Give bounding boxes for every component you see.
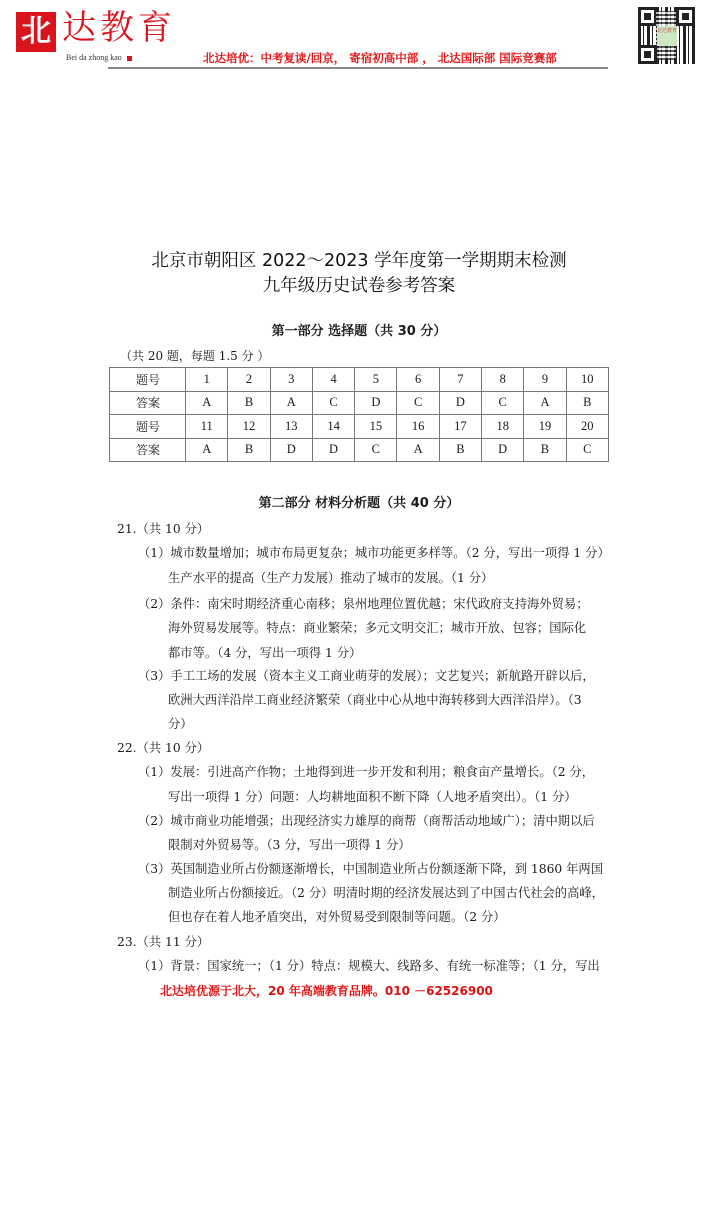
- question-number-cell: 20: [566, 415, 608, 439]
- question-number-cell: 17: [439, 415, 481, 439]
- answer-cell: A: [186, 438, 228, 462]
- answer-cell: B: [228, 391, 270, 415]
- answer-cell: C: [397, 391, 439, 415]
- qr-finder: [638, 45, 657, 64]
- part1-title: 第一部分 选择题（共 30 分）: [271, 324, 447, 339]
- answer-line: （1）背景：国家统一；（1 分）特点：规模大、线路多、有统一标准等；（1 分，写出: [138, 959, 600, 973]
- logo-subtitle: [66, 53, 132, 63]
- answer-cell: B: [566, 391, 608, 415]
- question-number-cell: 1: [186, 368, 228, 392]
- answer-cell: D: [482, 438, 524, 462]
- row-label: 题号: [110, 415, 186, 439]
- answer-cell: D: [439, 391, 481, 415]
- footer-watermark: 北达培优源于北大，20 年高端教育品牌。010 －62526900: [160, 984, 493, 998]
- logo-subtitle-text: Bei da zhong kao: [66, 53, 122, 62]
- question-number-cell: 19: [524, 415, 566, 439]
- part1-note: （共 20 题，每题 1.5 分 ）: [120, 349, 270, 363]
- answer-line: 都市等。（4 分，写出一项得 1 分）: [168, 646, 362, 660]
- question-number-cell: 11: [186, 415, 228, 439]
- qr-center-logo: 北达教育: [657, 26, 677, 46]
- question-number-cell: 16: [397, 415, 439, 439]
- question-number-cell: 10: [566, 368, 608, 392]
- question-number-cell: 14: [312, 415, 354, 439]
- answer-line: （2）城市商业功能增强；出现经济实力雄厚的商帮（商帮活动地域广）；清中期以后: [138, 814, 595, 828]
- row-label: 答案: [110, 391, 186, 415]
- answer-line: 海外贸易发展等。特点：商业繁荣；多元文明交汇；城市开放、包容；国际化: [168, 621, 587, 635]
- answer-line: 分）: [168, 717, 193, 731]
- answer-cell: B: [439, 438, 481, 462]
- question-number-cell: 12: [228, 415, 270, 439]
- page-header: [0, 0, 718, 80]
- answer-line: （2）条件：南宋时期经济重心南移；泉州地理位置优越；宋代政府支持海外贸易；: [138, 597, 589, 611]
- answer-cell: C: [355, 438, 397, 462]
- answer-line: 生产水平的提高（生产力发展）推动了城市的发展。（1 分）: [168, 571, 494, 585]
- question-number-cell: 2: [228, 368, 270, 392]
- question-number-cell: 13: [270, 415, 312, 439]
- answer-cell: D: [270, 438, 312, 462]
- answer-line: 欧洲大西洋沿岸工商业经济繁荣（商业中心从地中海转移到大西洋沿岸）。（3: [168, 693, 582, 707]
- row-label: 题号: [110, 368, 186, 392]
- question-number-cell: 7: [439, 368, 481, 392]
- answer-cell: B: [228, 438, 270, 462]
- header-divider: [108, 67, 608, 69]
- answer-line: （3）英国制造业所占份额逐渐增长，中国制造业所占份额逐渐下降，到 1860 年两国: [138, 862, 604, 876]
- document-title: 北京市朝阳区 2022～2023 学年度第一学期期末检测: [151, 251, 567, 271]
- answer-cell: C: [312, 391, 354, 415]
- question-row: [110, 368, 609, 392]
- question-number-cell: 5: [355, 368, 397, 392]
- question-heading: 21.（共 10 分）: [117, 522, 210, 536]
- answer-cell: D: [355, 391, 397, 415]
- answer-line: （1）城市数量增加；城市布局更复杂；城市功能更多样等。（2 分，写出一项得 1 分）: [138, 546, 610, 560]
- question-number-cell: 3: [270, 368, 312, 392]
- logo-mark: 北: [16, 12, 56, 52]
- answer-cell: A: [524, 391, 566, 415]
- part2-title: 第二部分 材料分析题（共 40 分）: [258, 496, 460, 511]
- answer-cell: B: [524, 438, 566, 462]
- answer-row: [110, 391, 609, 415]
- answer-table: [109, 367, 609, 462]
- answer-cell: A: [397, 438, 439, 462]
- question-number-cell: 9: [524, 368, 566, 392]
- answer-line: 制造业所占份额接近。（2 分）明清时期的经济发展达到了中国古代社会的高峰，: [168, 886, 604, 900]
- question-number-cell: 18: [482, 415, 524, 439]
- question-number-cell: 15: [355, 415, 397, 439]
- logo-square-icon: [127, 56, 132, 61]
- answer-line: 写出一项得 1 分）问题：人均耕地面积不断下降（人地矛盾突出）。（1 分）: [168, 790, 577, 804]
- answer-line: 但也存在着人地矛盾突出，对外贸易受到限制等问题。（2 分）: [168, 910, 506, 924]
- question-number-cell: 8: [482, 368, 524, 392]
- question-number-cell: 4: [312, 368, 354, 392]
- answer-cell: A: [186, 391, 228, 415]
- answer-line: （3）手工工场的发展（资本主义工商业萌芽的发展）；文艺复兴；新航路开辟以后，: [138, 669, 595, 683]
- qr-code-icon: [638, 7, 695, 64]
- answer-cell: D: [312, 438, 354, 462]
- answer-row: [110, 438, 609, 462]
- document-subtitle: 九年级历史试卷参考答案: [262, 276, 456, 296]
- question-row: [110, 415, 609, 439]
- question-heading: 23.（共 11 分）: [117, 935, 210, 949]
- question-heading: 22.（共 10 分）: [117, 741, 210, 755]
- answer-cell: C: [482, 391, 524, 415]
- answer-line: 限制对外贸易等。（3 分，写出一项得 1 分）: [168, 838, 411, 852]
- logo-name: 达教育: [62, 8, 176, 48]
- answer-cell: A: [270, 391, 312, 415]
- row-label: 答案: [110, 438, 186, 462]
- question-number-cell: 6: [397, 368, 439, 392]
- header-slogan: 北达培优：中考复读/回京， 寄宿初高中部 ， 北达国际部 国际竞赛部: [203, 51, 557, 65]
- answer-line: （1）发展：引进高产作物；土地得到进一步开发和利用；粮食亩产量增长。（2 分，: [138, 765, 595, 779]
- answer-cell: C: [566, 438, 608, 462]
